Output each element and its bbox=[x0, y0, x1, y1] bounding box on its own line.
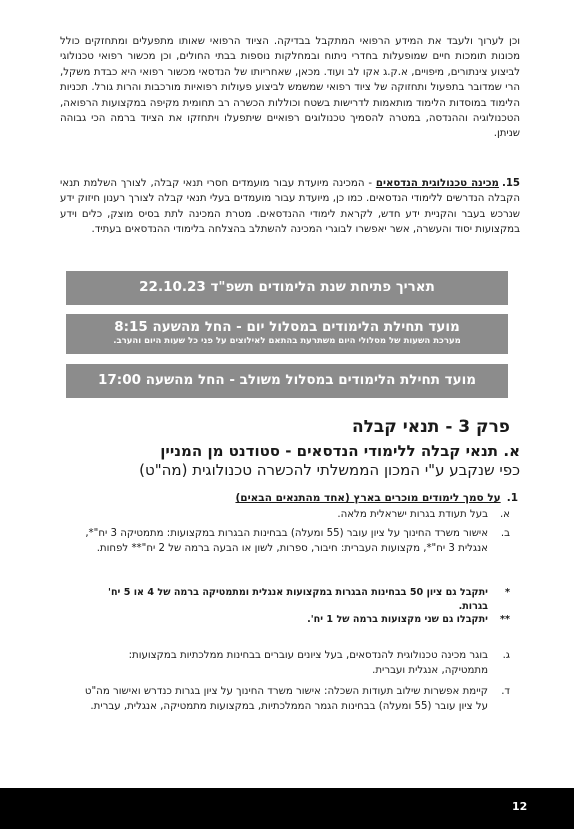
note-2-text: יתקבלו גם שני מקצועות ברמה של 1 יח'. bbox=[307, 614, 488, 625]
opening-date-text: תאריך פתיחת שנת הלימודים תשפ"ד 22.10.23 bbox=[139, 279, 435, 295]
day-track-note: מערכת השעות של מסלולי היום משתרעת בהתאם לאילוצים על פני כל שעות היום והערב. bbox=[113, 336, 461, 346]
condition-a-text: בעל תעודת בגרות ישראלית מלאה. bbox=[337, 509, 488, 520]
subsection-1-label: על סמך לימודים מוכרים בארץ (אחד מהתנאים הבאים) bbox=[235, 492, 501, 504]
combined-track-text: מועד תחילת הלימודים במסלול משולב - החל מהשעה 17:00 bbox=[98, 372, 476, 388]
item-15-number: 15. bbox=[501, 178, 520, 189]
page-number: 12 bbox=[512, 800, 528, 813]
condition-b-text: אישור משרד החינוך על ציון עובר (55 ומעלה) בבחינות הבגרות במקצועות: מתמטיקה 3 יח"*, אנגלית 3 יח"*, מקצועות העברית: חיבור, ספרות, לשון או הבעה ברמה של 2 יח"** לפחות. bbox=[85, 528, 488, 555]
section-a-line1: תנאי קבלה ללימודי הנדסאים - סטודנט מן המניין bbox=[160, 442, 498, 460]
item-15-term: מכינה טכנולוגית הנדסאים bbox=[375, 178, 499, 189]
intro-paragraph: וכן לערוך ולעבד את המידע הרפואי המתקבל בבדיקה. הציוד הרפואי שאותו מתפעלים ומתחזקים כולל מכונות תומכות חיים שמופעלות בחדרי ניתוח ובמחלקות נוספות בבתי החולים, וכן מכשור רפואי טכנולוגי לביצוע צינתורים, מיפויים, א.ק.ג אקו לב ועוד. מכאן, שאחריותו של הנדסאי מכשור רפואי היא כבדת משקל, הרי שמדובר בתפעול ותחזוקה של ציוד רפואי שמשמש לביצוע פעולות רפואיות מורכבות והרות גורל. תכניות הלימוד במוסדות הלימוד מותאמות לדרישות בשטח וכוללות הכשרה רב תחומית מקיפה במקצועות הרפואה, הטכנולוגיה וההנדסה, במטרה להסמיך טכנולוגים רפואיים שיתפעלו ויתחזקו את הציוד ברמה הכי גבוהה שניתן. bbox=[60, 36, 520, 140]
combined-track-banner bbox=[66, 364, 508, 398]
subsection-1-number: 1. bbox=[506, 492, 518, 504]
item-15-pre-academic-program bbox=[60, 176, 520, 238]
condition-d-marker: ד. bbox=[501, 686, 510, 697]
condition-c-marker: ג. bbox=[502, 650, 510, 661]
section-a-letter: א. bbox=[503, 442, 520, 460]
section-a-line2: כפי שנקבע ע"י המכון הממשלתי להכשרה טכנולוגית (מה"ט) bbox=[139, 461, 520, 479]
opening-date-banner bbox=[66, 271, 508, 305]
condition-d-text: קיימת אפשרות שילוב תעודות השכלה: אישור משרד החינוך על ציון בגרות כנדרש ואישור מה"ט על ציון עובר (55 ומעלה) בבחינות הגמר הממלכתיות, במקצועות מתמטיקה, אנגלית, עברית. bbox=[84, 686, 488, 713]
condition-a bbox=[80, 507, 510, 522]
condition-c-text: בוגר מכינה טכנולוגית להנדסאים, בעל ציונים עוברים בבחינות ממלכתיות במקצועות: מתמטיקה, אנגלית ועברית. bbox=[128, 650, 488, 677]
section-a-heading bbox=[50, 442, 520, 480]
page-footer-bar bbox=[0, 788, 574, 829]
condition-d bbox=[80, 684, 510, 715]
note-1-marker: * bbox=[504, 587, 510, 598]
note-1-text: יתקבל גם ציון 50 בבחינות הבגרות במקצועות אנגלית ומתמטיקה ברמה של 4 או 5 יח' בגרות. bbox=[108, 587, 488, 612]
subsection-1-heading bbox=[235, 491, 518, 505]
chapter-title: פרק 3 - תנאי קבלה bbox=[351, 417, 510, 437]
day-track-banner bbox=[66, 314, 508, 354]
condition-c bbox=[80, 648, 510, 679]
footnotes bbox=[80, 586, 510, 627]
note-2-marker: ** bbox=[499, 614, 510, 625]
condition-a-marker: א. bbox=[499, 509, 510, 520]
condition-b bbox=[80, 526, 510, 557]
day-track-text: מועד תחילת הלימודים במסלול יום - החל מהשעה 8:15 bbox=[114, 319, 460, 335]
condition-b-marker: ב. bbox=[500, 528, 510, 539]
item-15-text: - המכינה מיועדת עבור מועמדים חסרי תנאי קבלה, לצורך השלמת תנאי הקבלה הנדרשים ללימודי הנדסאים. כמו כן, מיועדת עבור מועמדים בעלי תנאי קבלה לצורך רענון חיזוק ידע שנרכש בעבר והקניית ידע חדש, לקראת לימודי ההנדסאים. מטרת המכינה לתת בסיס מוצק, כלים וידע במקצועות יסוד והעשרה, אשר יאפשרו לבוגרי המכינה להשתלב בהצלחה בלימודי ההנדסאים בעתיד. bbox=[60, 178, 520, 236]
